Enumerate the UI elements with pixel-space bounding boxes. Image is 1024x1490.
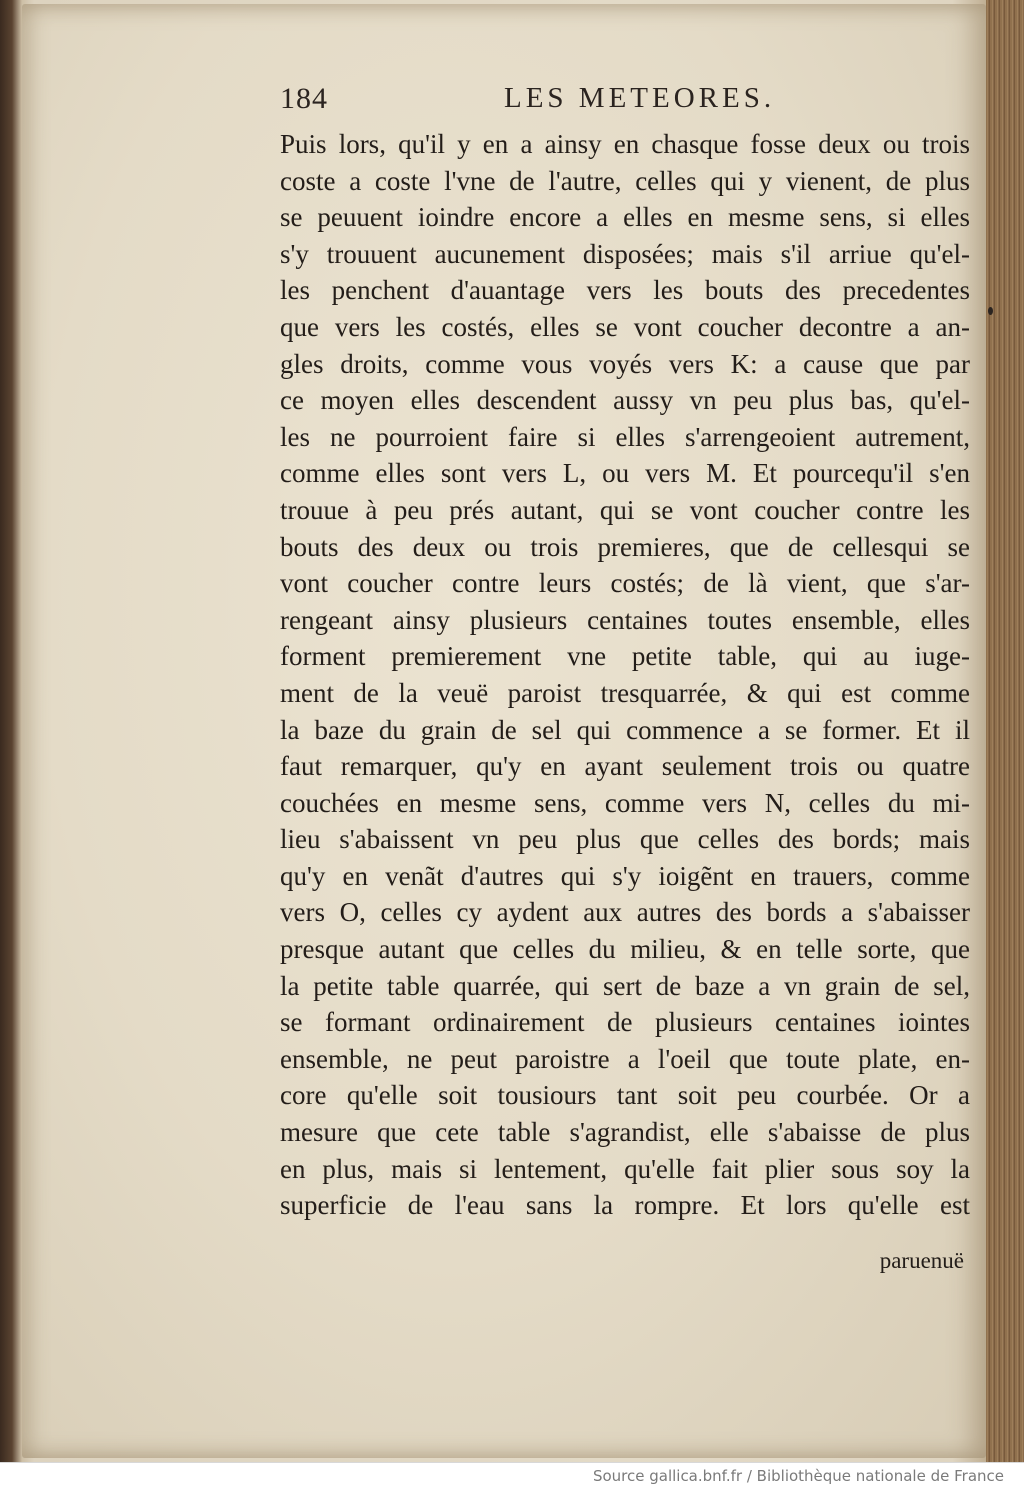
text-line: ment de la veuë paroist tresquarrée, & qui est comme — [280, 677, 970, 708]
text-line: se formant ordinairement de plusieurs centaines iointes — [280, 1007, 970, 1038]
text-line: se peuuent ioindre encore a elles en mesme sens, si elles — [280, 202, 970, 233]
text-line: forment premierement vne petite table, qui au iuge- — [280, 641, 970, 672]
running-head — [280, 82, 970, 122]
text-line: la petite table quarrée, qui sert de baze a vn grain de sel, — [280, 970, 970, 1001]
footer-bar — [0, 1462, 1024, 1490]
text-line: la baze du grain de sel qui commence a se former. Et il — [280, 714, 970, 745]
text-line: trouue à peu prés autant, qui se vont coucher contre les — [280, 494, 970, 525]
source-credit: Source gallica.bnf.fr / Bibliothèque nationale de France — [592, 1467, 1004, 1485]
text-line: vers O, celles cy aydent aux autres des bords a s'abaisser — [280, 897, 970, 928]
text-line: lieu s'abaissent vn peu plus que celles des bords; mais — [280, 824, 970, 855]
text-line: core qu'elle soit tousiours tant soit peu courbée. Or a — [280, 1080, 970, 1111]
text-line: que vers les costés, elles se vont coucher decontre a an- — [280, 311, 970, 342]
text-line: vont coucher contre leurs costés; de là vient, que s'ar- — [280, 568, 970, 599]
text-line: rengeant ainsy plusieurs centaines toutes ensemble, elles — [280, 604, 970, 635]
body-text — [280, 126, 970, 1224]
text-line: couchées en mesme sens, comme vers N, celles du mi- — [280, 787, 970, 818]
text-line: gles droits, comme vous voyés vers K: a cause que par — [280, 348, 970, 379]
page-number: 184 — [280, 82, 328, 115]
text-line: superficie de l'eau sans la rompre. Et lors qu'elle est — [280, 1190, 970, 1221]
text-line: s'y trouuent aucunement disposées; mais s'il arriue qu'el- — [280, 238, 970, 269]
text-line: bouts des deux ou trois premieres, que de cellesqui se — [280, 531, 970, 562]
text-line: ensemble, ne peut paroistre a l'oeil que toute plate, en- — [280, 1043, 970, 1074]
text-line: faut remarquer, qu'y en ayant seulement trois ou quatre — [280, 751, 970, 782]
text-line: presque autant que celles du milieu, & en telle sorte, que — [280, 934, 970, 965]
page-edges — [986, 0, 1024, 1462]
text-line: qu'y en venãt d'autres qui s'y ioigẽnt en trauers, comme — [280, 860, 970, 891]
text-line: en plus, mais si lentement, qu'elle fait plier sous soy la — [280, 1153, 970, 1184]
ink-spot — [988, 307, 993, 315]
text-line: ce moyen elles descendent aussy vn peu plus bas, qu'el- — [280, 385, 970, 416]
text-line: les ne pourroient faire si elles s'arrengeoient autrement, — [280, 421, 970, 452]
catchword: paruenuë — [879, 1248, 964, 1273]
text-line: les penchent d'auantage vers les bouts des precedentes — [280, 275, 970, 306]
text-line: coste a coste l'vne de l'autre, celles qui y vienent, de plus — [280, 165, 970, 196]
running-title: LES METEORES. — [504, 82, 776, 114]
text-line: Puis lors, qu'il y en a ainsy en chasque fosse deux ou trois — [280, 129, 970, 159]
text-line: comme elles sont vers L, ou vers M. Et pourcequ'il s'en — [280, 458, 970, 489]
text-line: mesure que cete table s'agrandist, elle s'abaisse de plus — [280, 1117, 970, 1148]
